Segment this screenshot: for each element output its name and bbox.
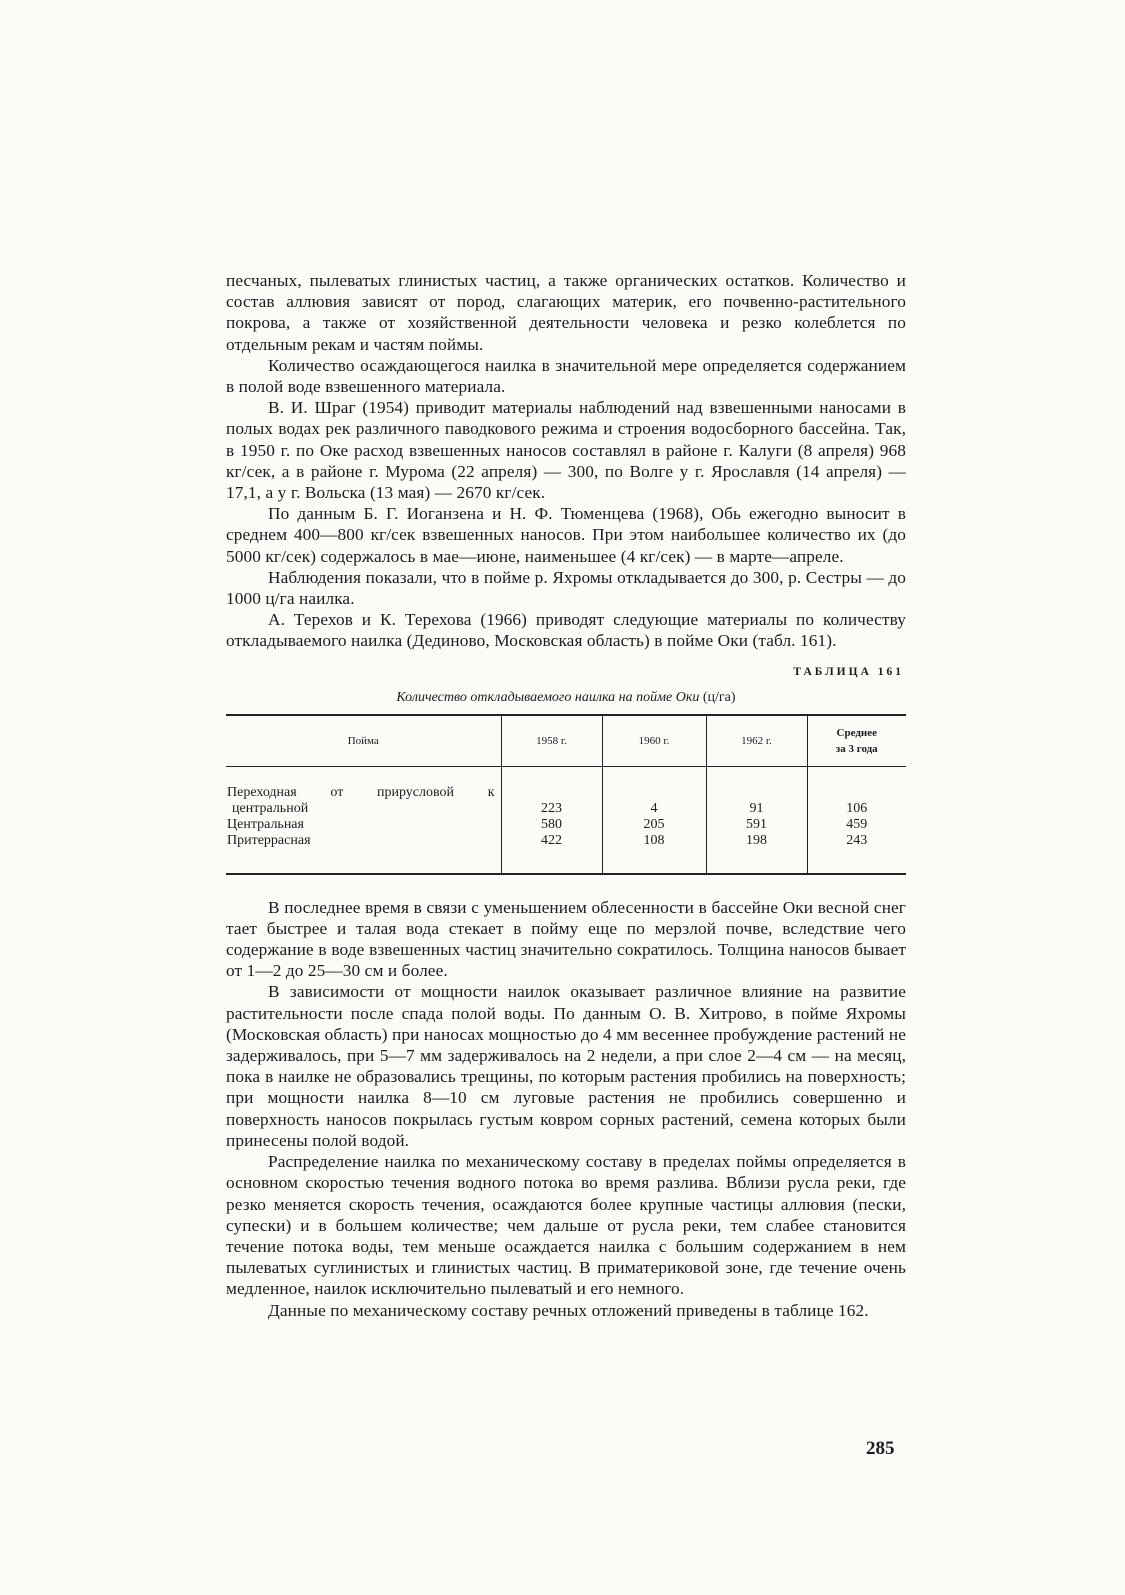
- table-cell: 580: [541, 816, 562, 832]
- paragraph: Данные по механическому составу речных отложений приведены в таблице 162.: [268, 1300, 869, 1320]
- values-1962-cell: [706, 766, 807, 874]
- row-name-continued: центральной: [232, 800, 309, 816]
- table-cell: 91: [749, 800, 764, 816]
- paragraph: В зависимости от мощности наилок оказывает различное влияние на развитие растительности после спада полой воды. По данным О. В. Хитрово, в пойме Яхромы (Московская область) при наносах мощностью до 4 мм весеннее пробуждение растений не задерживалось, при 5—7 мм задерживалось на 2 недели, а при слое 2—4 см — на месяц, пока в наилке не образовались трещины, по которым растения пробились на поверхность; при мощности наилка 8—10 см луговые растения не пробились совершенно и поверхность наносов покрылась густым ковром сорных растений, семена которых были принесены полой водой.: [226, 982, 906, 1150]
- page-number: 285: [866, 1438, 895, 1459]
- row-name: Центральная: [227, 816, 304, 832]
- table-cell: 106: [846, 800, 868, 816]
- values-average-cell: [807, 766, 906, 874]
- paragraph: песчаных, пылеватых глинистых частиц, а также органических остатков. Количество и состав аллювия зависят от пород, слагающих материк, его почвенно-растительного покрова, а также от хозяйственной деятельности человека и резко колеблется по отдельным рекам и частям поймы.: [226, 271, 906, 354]
- header-average-line1: Среднее: [836, 726, 877, 739]
- table-row: [226, 766, 906, 874]
- table-cell: 591: [746, 816, 767, 832]
- paragraph: Количество осаждающегося наилка в значительной мере определяется содержанием в полой воде взвешенного материала.: [226, 355, 906, 397]
- paragraph: По данным Б. Г. Иоганзена и Н. Ф. Тюменцева (1968), Обь ежегодно выносит в среднем 400—800 кг/сек взвешенных наносов. При этом наибольшее количество их (до 5000 кг/сек) содержалось в мае—июне, наименьшее (4 кг/сек) — в марте—апреле.: [226, 504, 906, 566]
- page-text-block: [226, 270, 906, 1321]
- header-average: [807, 715, 906, 767]
- data-table: [226, 714, 906, 875]
- table-cell: 243: [846, 832, 868, 848]
- table-cell: 198: [746, 832, 767, 848]
- values-1960-cell: [602, 766, 706, 874]
- text-after-table: [226, 897, 906, 1321]
- table-header-row: [226, 715, 906, 767]
- table-cell: 205: [643, 816, 665, 832]
- table-cell: 4: [650, 800, 658, 816]
- paragraph: Наблюдения показали, что в пойме р. Яхромы откладывается до 300, р. Сестры — до 1000 ц/га наилка.: [226, 567, 906, 609]
- row-name: Переходная от прирусловой к: [227, 784, 495, 800]
- header-floodplain: Пойма: [226, 715, 501, 767]
- table-cell: 223: [541, 800, 562, 816]
- table-cell: 459: [846, 816, 868, 832]
- header-1958: 1958 г.: [501, 715, 602, 767]
- table-caption-unit: (ц/га): [702, 689, 736, 705]
- table-caption-text: Количество откладываемого наилка на пойме Оки: [396, 689, 700, 705]
- values-1958-cell: [501, 766, 602, 874]
- header-1962: 1962 г.: [706, 715, 807, 767]
- table-caption: [226, 690, 906, 706]
- floodplain-names-cell: [226, 766, 501, 874]
- paragraph: Распределение наилка по механическому составу в пределах поймы определяется в основном скоростью течения водного потока во время разлива. Вблизи русла реки, где резко меняется скорость течения, осаждаются более крупные частицы аллювия (пески, супески) и в большем количестве; чем дальше от русла реки, тем слабее становится течение потока воды, тем меньше осаждается наилка с большим содержанием в нем пылеватых суглинистых и глинистых частиц. В приматериковой зоне, где течение очень медленное, наилок исключительно пылеватый и его немного.: [226, 1152, 906, 1299]
- row-name: Притеррасная: [227, 832, 311, 848]
- table-cell: 422: [541, 832, 562, 848]
- paragraph: В последнее время в связи с уменьшением облесенности в бассейне Оки весной снег тает быстрее и талая вода стекает в пойму еще по мерзлой почве, вследствие чего содержание в воде взвешенных частиц значительно сократилось. Толщина наносов бывает от 1—2 до 25—30 см и более.: [226, 897, 906, 981]
- table-cell: 108: [643, 832, 665, 848]
- paragraph: А. Терехов и К. Терехова (1966) приводят следующие материалы по количеству откладываемого наилка (Дединово, Московская область) в пойме Оки (табл. 161).: [226, 610, 906, 651]
- paragraph: В. И. Шраг (1954) приводит материалы наблюдений над взвешенными наносами в полых водах рек различного паводкового режима и строения водосборного бассейна. Так, в 1950 г. по Оке расход взвешенных наносов составлял в районе г. Калуги (8 апреля) 968 кг/сек, а в районе г. Мурома (22 апреля) — 300, по Волге у г. Ярославля (14 апреля) — 17,1, а у г. Вольска (13 мая) — 2670 кг/сек.: [226, 398, 906, 503]
- header-average-line2: за 3 года: [835, 742, 878, 755]
- table-label: ТАБЛИЦА 161: [793, 665, 904, 678]
- header-1960: 1960 г.: [602, 715, 706, 767]
